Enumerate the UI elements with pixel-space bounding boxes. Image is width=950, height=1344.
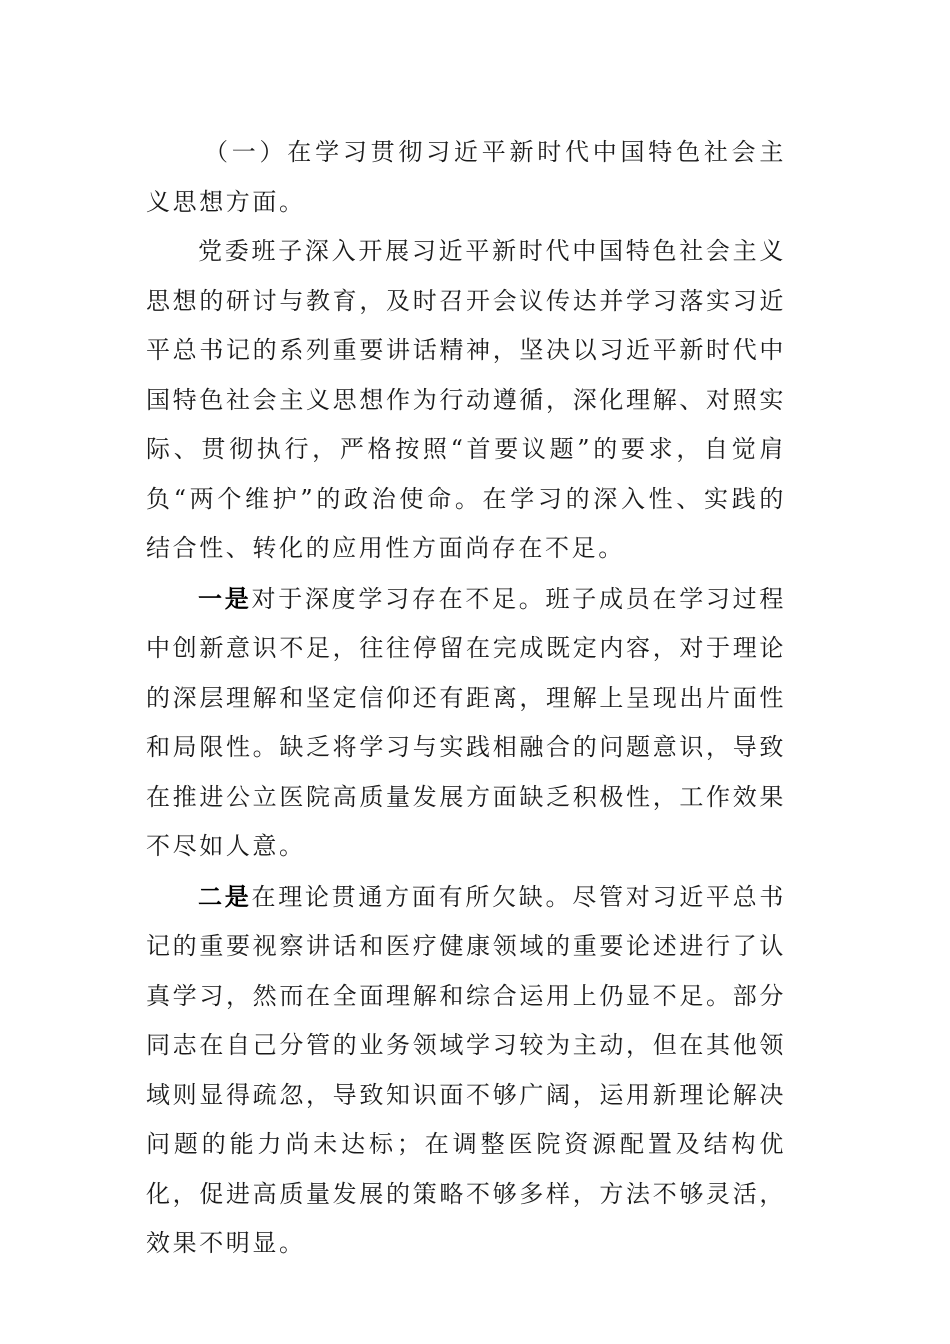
document-body: [146, 128, 786, 1269]
point-two-lead: 二是: [198, 881, 252, 911]
paragraph-point-one: [146, 574, 786, 872]
paragraph-intro: 党委班子深入开展习近平新时代中国特色社会主义思想的研讨与教育，及时召开会议传达并学习落实习近平总书记的系列重要讲话精神，坚决以习近平新时代中国特色社会主义思想作为行动遵循，深化理解、对照实际、贯彻执行，严格按照“首要议题”的要求，自觉肩负“两个维护”的政治使命。在学习的深入性、实践的结合性、转化的应用性方面尚存在不足。: [146, 237, 786, 562]
section-heading: （一）在学习贯彻习近平新时代中国特色社会主义思想方面。: [146, 138, 786, 216]
point-two-text: 在理论贯通方面有所欠缺。尽管对习近平总书记的重要视察讲话和医疗健康领域的重要论述进行了认真学习，然而在全面理解和综合运用上仍显不足。部分同志在自己分管的业务领域学习较为主动，但在其他领域则显得疏忽，导致知识面不够广阔，运用新理论解决问题的能力尚未达标；在调整医院资源配置及结构优化，促进高质量发展的策略不够多样，方法不够灵活，效果不明显。: [146, 882, 786, 1257]
paragraph-point-two: [146, 872, 786, 1269]
point-one-lead: 一是: [198, 583, 252, 613]
point-one-text: 对于深度学习存在不足。班子成员在学习过程中创新意识不足，往往停留在完成既定内容，对于理论的深层理解和坚定信仰还有距离，理解上呈现出片面性和局限性。缺乏将学习与实践相融合的问题意识，导致在推进公立医院高质量发展方面缺乏积极性，工作效果不尽如人意。: [146, 584, 786, 860]
